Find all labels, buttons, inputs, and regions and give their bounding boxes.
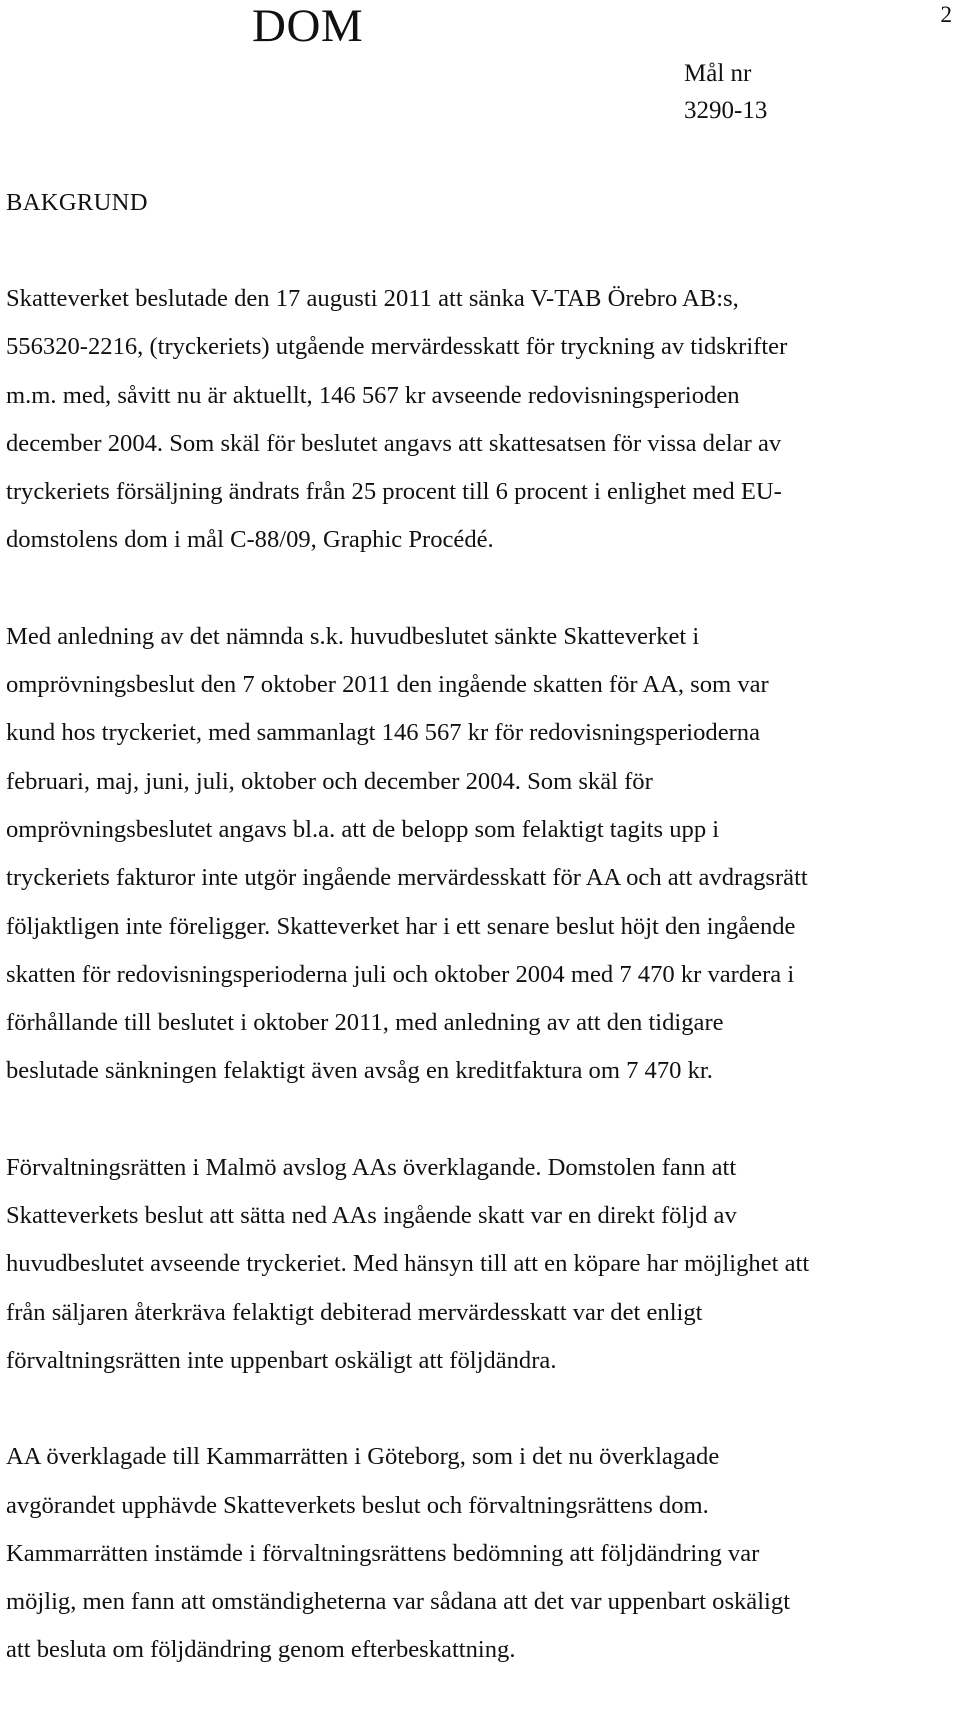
paragraph-reassessment <box>6 613 954 1096</box>
paragraph-line: AA överklagade till Kammarrätten i Göteborg, som i det nu överklagade <box>6 1443 720 1471</box>
paragraph-line: domstolens dom i mål C-88/09, Graphic Procédé. <box>6 526 494 554</box>
page-number: 2 <box>940 2 952 27</box>
paragraph-line: Skatteverkets beslut att sätta ned AAs ingående skatt var en direkt följd av <box>6 1202 737 1230</box>
paragraph-line: december 2004. Som skäl för beslutet angavs att skattesatsen för vissa delar av <box>6 429 782 457</box>
paragraph-appeal-court <box>6 1433 954 1674</box>
paragraph-line: skatten för redovisningsperioderna juli och oktober 2004 med 7 470 kr vardera i <box>6 960 795 988</box>
paragraph-line: Med anledning av det nämnda s.k. huvudbeslutet sänkte Skatteverket i <box>6 622 700 650</box>
document-type: DOM <box>252 0 364 52</box>
paragraph-line: omprövningsbeslut den 7 oktober 2011 den ingående skatten för AA, som var <box>6 671 769 699</box>
paragraph-line: beslutade sänkningen felaktigt även avsåg en kreditfaktura om 7 470 kr. <box>6 1057 713 1085</box>
paragraph-line: tryckeriets fakturor inte utgör ingående mervärdesskatt för AA och att avdragsrätt <box>6 864 808 892</box>
paragraph-line: förhållande till beslutet i oktober 2011, med anledning av att den tidigare <box>6 1009 724 1037</box>
paragraph-line: februari, maj, juni, juli, oktober och december 2004. Som skäl för <box>6 767 653 795</box>
paragraph-line: 556320-2216, (tryckeriets) utgående mervärdesskatt för tryckning av tidskrifter <box>6 333 788 361</box>
paragraph-decision <box>6 275 954 565</box>
case-reference <box>684 55 767 129</box>
paragraph-line: möjlig, men fann att omständigheterna var sådana att det var uppenbart oskäligt <box>6 1588 791 1616</box>
paragraph-line: tryckeriets försäljning ändrats från 25 procent till 6 procent i enlighet med EU- <box>6 478 782 506</box>
paragraph-line: huvudbeslutet avseende tryckeriet. Med hänsyn till att en köpare har möjlighet att <box>6 1250 810 1278</box>
paragraph-line: att besluta om följdändring genom efterbeskattning. <box>6 1636 516 1664</box>
paragraph-line: förvaltningsrätten inte uppenbart oskäligt att följdändra. <box>6 1346 557 1374</box>
paragraph-administrative-court <box>6 1144 954 1385</box>
section-heading: BAKGRUND <box>6 189 148 216</box>
case-label: Mål nr <box>684 60 752 87</box>
paragraph-line: Förvaltningsrätten i Malmö avslog AAs överklagande. Domstolen fann att <box>6 1153 737 1181</box>
paragraph-line: följaktligen inte föreligger. Skatteverket har i ett senare beslut höjt den ingående <box>6 912 796 940</box>
paragraph-line: avgörandet upphävde Skatteverkets beslut och förvaltningsrättens dom. <box>6 1491 709 1519</box>
paragraph-line: m.m. med, såvitt nu är aktuellt, 146 567 kr avseende redovisningsperioden <box>6 381 740 409</box>
paragraph-line: från säljaren återkräva felaktigt debiterad mervärdesskatt var det enligt <box>6 1298 703 1326</box>
paragraph-line: Kammarrätten instämde i förvaltningsrättens bedömning att följdändring var <box>6 1539 760 1567</box>
document-body <box>6 189 954 1675</box>
paragraph-line: kund hos tryckeriet, med sammanlagt 146 567 kr för redovisningsperioderna <box>6 719 761 747</box>
paragraph-line: Skatteverket beslutade den 17 augusti 2011 att sänka V-TAB Örebro AB:s, <box>6 285 739 312</box>
paragraph-line: omprövningsbeslutet angavs bl.a. att de belopp som felaktigt tagits upp i <box>6 815 720 843</box>
case-number: 3290-13 <box>684 97 768 124</box>
